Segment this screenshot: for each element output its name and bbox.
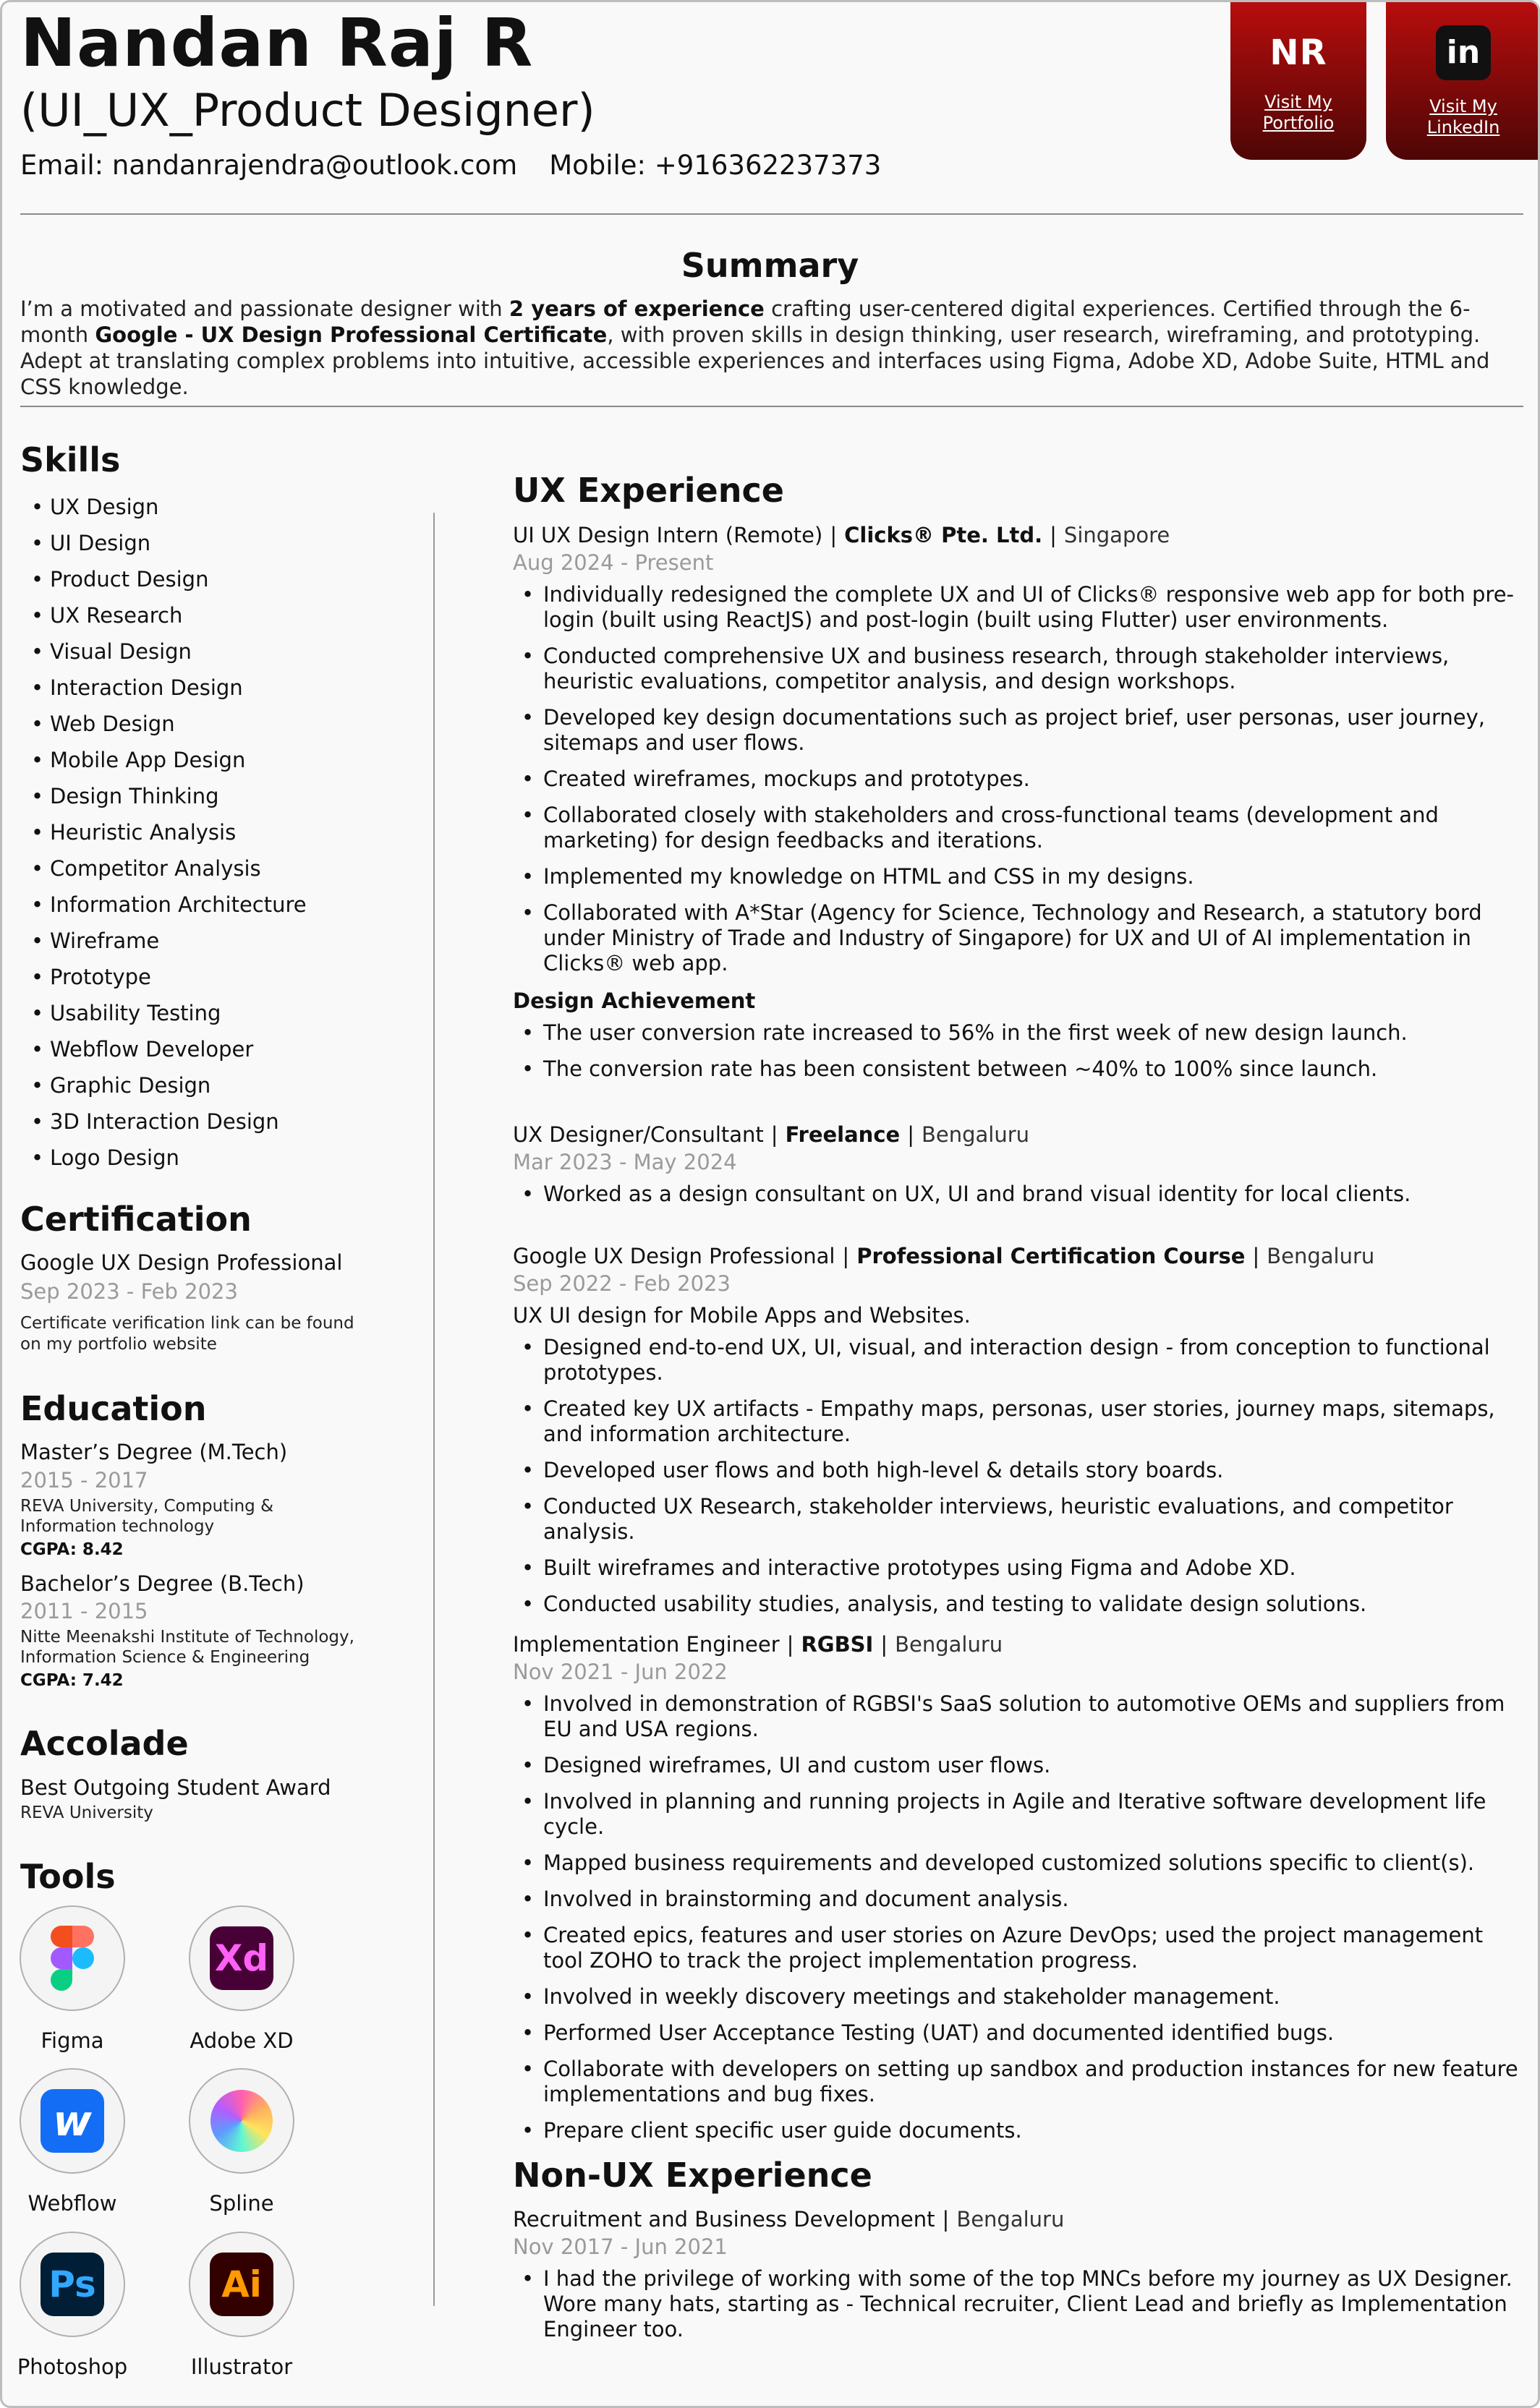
bullet-item: • Individually redesigned the complete UX and UI of Clicks® responsive web app for both pre-login (built using ReactJS) and post-login (built using Flutter) user environments. <box>513 582 1526 633</box>
tool-spline <box>189 2068 294 2216</box>
skill-item: • Logo Design <box>31 1140 307 1176</box>
job-bullets <box>513 582 1526 976</box>
bullet-item: • The conversion rate has been consistent between ~40% to 100% since launch. <box>513 1056 1526 1082</box>
education-school-2: Information technology <box>20 1517 215 1536</box>
bullet-item: • Designed end-to-end UX, UI, visual, and interaction design - from conception to functional prototypes. <box>513 1335 1526 1386</box>
tool-label: Adobe XD <box>190 2028 294 2053</box>
bullet-item: • Involved in demonstration of RGBSI's SaaS solution to automotive OEMs and suppliers from EU and USA regions. <box>513 1691 1526 1742</box>
header-divider <box>20 213 1523 215</box>
skill-item: • Product Design <box>31 561 307 597</box>
skill-item: • Design Thinking <box>31 778 307 814</box>
job-date: Nov 2017 - Jun 2021 <box>513 2234 728 2259</box>
bullet-item: • Designed wireframes, UI and custom user flows. <box>513 1753 1526 1778</box>
bullet-item: • Conducted comprehensive UX and business research, through stakeholder interviews, heuristic evaluations, competitor analysis, and design workshops. <box>513 644 1526 694</box>
education-degree: Master’s Degree (M.Tech) <box>20 1440 288 1464</box>
achievement-bullets <box>513 1020 1526 1082</box>
portfolio-badge[interactable] <box>1230 2 1366 160</box>
bullet-item: • Collaborated with A*Star (Agency for Science, Technology and Research, a statutory bord under Ministry of Trade and Industry of Singapore) for UX and UI of AI implementation in Clicks® web app. <box>513 900 1526 976</box>
certification-note-2: on my portfolio website <box>20 1335 217 1354</box>
bullet-item: • Collaborated closely with stakeholders and cross-functional teams (development and marketing) for design feedbacks and iterations. <box>513 803 1526 853</box>
bullet-item: • Performed User Acceptance Testing (UAT) and documented identified bugs. <box>513 2020 1526 2046</box>
skill-item: • Mobile App Design <box>31 742 307 778</box>
figma-icon <box>51 1926 94 1991</box>
education-degree: Bachelor’s Degree (B.Tech) <box>20 1571 305 1596</box>
non-ux-experience-title: Non-UX Experience <box>513 2156 872 2195</box>
summary-divider <box>20 406 1523 407</box>
tool-webflow <box>20 2068 125 2216</box>
skill-item: • Wireframe <box>31 923 307 959</box>
job-title-line: Implementation Engineer | RGBSI | Bengaluru <box>513 1632 1003 1657</box>
job-title-line: Google UX Design Professional | Professional Certification Course | Bengaluru <box>513 1244 1375 1268</box>
skills-list <box>31 489 307 1176</box>
email-text[interactable]: Email: nandanrajendra@outlook.com <box>20 150 518 181</box>
skill-item: • Web Design <box>31 706 307 742</box>
tool-adobe-xd <box>189 1905 294 2053</box>
design-achievement-title: Design Achievement <box>513 989 756 1013</box>
skill-item: • Information Architecture <box>31 887 307 923</box>
skill-item: • UX Design <box>31 489 307 525</box>
skill-item: • Webflow Developer <box>31 1031 307 1067</box>
education-school: Nitte Meenakshi Institute of Technology, <box>20 1628 354 1647</box>
skill-item: • UI Design <box>31 525 307 561</box>
summary-text: I’m a motivated and passionate designer with 2 years of experience crafting user-centered digital experiences. Certified through the 6-month Google - UX Design Professional Certificate, with proven skills in design thinking, user research, wireframing, and prototyping. Adept at translating complex problems into intuitive, accessible experiences and interfaces using Figma, Adobe XD, Adobe Suite, HTML and CSS knowledge. <box>20 296 1490 399</box>
skill-item: • 3D Interaction Design <box>31 1103 307 1140</box>
tools-title: Tools <box>20 1857 116 1896</box>
bullet-item: • Prepare client specific user guide documents. <box>513 2118 1526 2143</box>
job-date: Mar 2023 - May 2024 <box>513 1150 737 1174</box>
column-divider <box>433 513 435 2306</box>
bullet-item: • Involved in weekly discovery meetings and stakeholder management. <box>513 1984 1526 2010</box>
skill-item: • Heuristic Analysis <box>31 814 307 850</box>
candidate-role: (UI_UX_Product Designer) <box>20 84 595 137</box>
certification-date: Sep 2023 - Feb 2023 <box>20 1279 238 1304</box>
education-title: Education <box>20 1389 207 1428</box>
education-school-2: Information Science & Engineering <box>20 1648 310 1667</box>
education-cgpa: CGPA: 7.42 <box>20 1671 124 1690</box>
bullet-item: • Conducted usability studies, analysis, and testing to validate design solutions. <box>513 1592 1526 1617</box>
skill-item: • Competitor Analysis <box>31 850 307 887</box>
job-date: Nov 2021 - Jun 2022 <box>513 1660 728 1684</box>
job-title-line: Recruitment and Business Development | Bengaluru <box>513 2207 1065 2232</box>
bullet-item: • Created wireframes, mockups and prototypes. <box>513 767 1526 792</box>
job-entry <box>513 2206 1526 2353</box>
job-entry <box>513 1631 1526 2154</box>
bullet-item: • I had the privilege of working with some of the top MNCs before my journey as UX Designer. Wore many hats, starting as - Technical recruiter, Client Lead and briefly as Implementation Engineer too. <box>513 2266 1526 2342</box>
job-entry <box>513 1242 1526 1628</box>
illustrator-icon: Ai <box>210 2253 273 2316</box>
tool-photoshop <box>17 2232 128 2379</box>
skill-item: • Interaction Design <box>31 670 307 706</box>
accolade-name: Best Outgoing Student Award <box>20 1775 331 1800</box>
bullet-item: • Created epics, features and user stories on Azure DevOps; used the project management tool ZOHO to track the project implementation progress. <box>513 1923 1526 1973</box>
nr-logo-icon: NR <box>1269 33 1327 73</box>
bullet-item: • Involved in brainstorming and document analysis. <box>513 1887 1526 1912</box>
job-bullets <box>513 1691 1526 2143</box>
job-title-line: UX Designer/Consultant | Freelance | Bengaluru <box>513 1122 1030 1147</box>
bullet-item: • The user conversion rate increased to 56% in the first week of new design launch. <box>513 1020 1526 1046</box>
bullet-item: • Built wireframes and interactive prototypes using Figma and Adobe XD. <box>513 1555 1526 1581</box>
photoshop-icon: Ps <box>41 2253 104 2316</box>
tool-label: Illustrator <box>190 2354 293 2379</box>
bullet-item: • Involved in planning and running projects in Agile and Iterative software development life cycle. <box>513 1789 1526 1840</box>
bullet-item: • Collaborate with developers on setting up sandbox and production instances for new feature implementations and bug fixes. <box>513 2057 1526 2107</box>
mobile-text[interactable]: Mobile: +916362237373 <box>549 150 882 181</box>
accolade-org: REVA University <box>20 1803 153 1822</box>
certification-note: Certificate verification link can be found <box>20 1314 354 1333</box>
tool-label: Figma <box>41 2028 104 2053</box>
bullet-item: • Worked as a design consultant on UX, UI and brand visual identity for local clients. <box>513 1182 1526 1207</box>
education-cgpa: CGPA: 8.42 <box>20 1540 124 1559</box>
adobe-xd-icon: Xd <box>210 1926 273 1990</box>
job-bullets <box>513 1335 1526 1617</box>
linkedin-link[interactable]: Visit My LinkedIn <box>1426 96 1500 137</box>
skills-title: Skills <box>20 440 121 479</box>
bullet-item: • Developed user flows and both high-level & details story boards. <box>513 1458 1526 1483</box>
job-intro: UX UI design for Mobile Apps and Websites. <box>513 1303 971 1328</box>
job-entry <box>513 1121 1526 1218</box>
tool-label: Photoshop <box>17 2354 128 2379</box>
skill-item: • Visual Design <box>31 633 307 670</box>
tool-label: Spline <box>209 2191 274 2216</box>
job-bullets <box>513 2266 1526 2342</box>
summary-title: Summary <box>681 246 859 285</box>
skill-item: • Prototype <box>31 959 307 995</box>
certification-name: Google UX Design Professional <box>20 1250 343 1275</box>
skill-item: • Usability Testing <box>31 995 307 1031</box>
accolade-title: Accolade <box>20 1724 189 1763</box>
contact-line <box>20 150 881 182</box>
linkedin-icon: in <box>1436 25 1491 80</box>
linkedin-badge[interactable] <box>1386 2 1540 160</box>
tool-illustrator <box>189 2232 294 2379</box>
bullet-item: • Conducted UX Research, stakeholder interviews, heuristic evaluations, and competitor analysis. <box>513 1494 1526 1545</box>
education-school: REVA University, Computing & <box>20 1497 274 1516</box>
webflow-icon: w <box>41 2089 104 2153</box>
education-date: 2015 - 2017 <box>20 1468 148 1493</box>
skill-item: • UX Research <box>31 597 307 633</box>
bullet-item: • Mapped business requirements and developed customized solutions specific to client(s). <box>513 1850 1526 1876</box>
candidate-name: Nandan Raj R <box>20 4 534 82</box>
skill-item: • Graphic Design <box>31 1067 307 1103</box>
tool-label: Webflow <box>27 2191 117 2216</box>
portfolio-link[interactable]: Visit My Portfolio <box>1262 92 1335 133</box>
tool-figma <box>20 1905 125 2053</box>
job-date: Aug 2024 - Present <box>513 550 714 575</box>
education-date: 2011 - 2015 <box>20 1599 148 1623</box>
bullet-item: • Developed key design documentations such as project brief, user personas, user journey, sitemaps and user flows. <box>513 705 1526 756</box>
job-bullets <box>513 1182 1526 1207</box>
job-entry <box>513 521 1526 1093</box>
certification-title: Certification <box>20 1200 252 1239</box>
spline-icon <box>210 2090 273 2152</box>
job-title-line: UI UX Design Intern (Remote) | Clicks® Pte. Ltd. | Singapore <box>513 523 1170 547</box>
bullet-item: • Implemented my knowledge on HTML and CSS in my designs. <box>513 864 1526 889</box>
ux-experience-title: UX Experience <box>513 471 784 510</box>
bullet-item: • Created key UX artifacts - Empathy maps, personas, user stories, journey maps, sitemaps, and information architecture. <box>513 1396 1526 1447</box>
job-date: Sep 2022 - Feb 2023 <box>513 1271 731 1296</box>
